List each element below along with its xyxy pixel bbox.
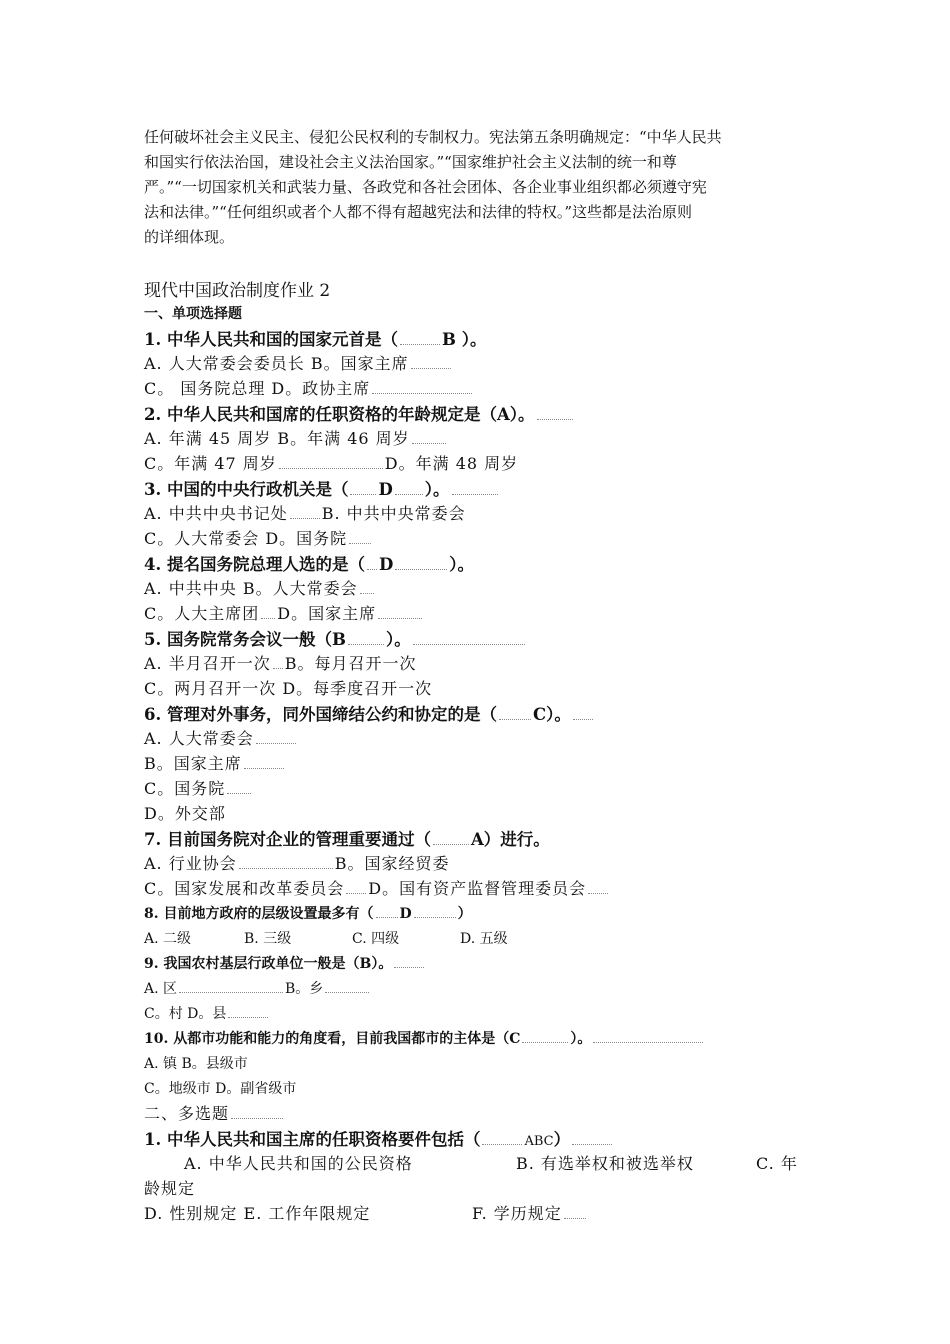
q2-options-ab: A. 年满 45 周岁 B。年满 46 周岁 xyxy=(144,426,448,449)
question-7: 7. 目前国务院对企业的管理重要通过（ A）进行。 xyxy=(144,830,550,849)
q6-option-c: C。国务院 xyxy=(144,776,253,799)
q3-options-ab: A. 中共中央书记处 B. 中共中央常委会 xyxy=(144,504,466,523)
section1-title: 一、单项选择题 xyxy=(144,306,242,322)
multi-question-1: 1. 中华人民共和国主席的任职资格要件包括（ ABC） xyxy=(144,1126,614,1150)
question-5: 5. 国务院常务会议一般（B ）。 xyxy=(144,626,527,650)
mq1-option-c-cont: 龄规定 xyxy=(144,1179,196,1198)
q5-options-ab: A. 半月召开一次 B。每月召开一次 xyxy=(144,654,417,673)
question-3: 3. 中国的中央行政机关是（ D ）。 xyxy=(144,476,500,500)
q2-options-cd: C。年满 47 周岁 D。年满 48 周岁 xyxy=(144,454,519,473)
q9-options-cd: C。村 D。县 xyxy=(144,1003,270,1023)
q4-options-ab: A. 中共中央 B。人大常委会 xyxy=(144,576,376,599)
section2-title: 二、多选题 xyxy=(144,1101,285,1124)
q1-options-cd: C。 国务院总理 D。政协主席 xyxy=(144,376,474,399)
mq1-option-f: F. 学历规定 xyxy=(472,1201,588,1224)
mq1-option-de: D. 性别规定 E. 工作年限规定 xyxy=(144,1204,371,1223)
q7-options-cd: C。国家发展和改革委员会 D。国有资产监督管理委员会 xyxy=(144,876,610,899)
q8-options: A. 二级 B. 三级 C. 四级 D. 五级 xyxy=(144,931,508,947)
question-4: 4. 提名国务院总理人选的是（ D ）。 xyxy=(144,555,475,574)
mq1-option-c: C. 年 xyxy=(756,1154,798,1173)
question-2: 2. 中华人民共和国席的任职资格的年龄规定是（A）。 xyxy=(144,401,575,425)
q10-options-ab: A. 镇 B。县级市 xyxy=(144,1056,248,1072)
q3-options-cd: C。人大常委会 D。国务院 xyxy=(144,526,373,549)
mq1-option-a: A. 中华人民共和国的公民资格 xyxy=(184,1154,413,1173)
question-8: 8. 目前地方政府的层级设置最多有（ D ） xyxy=(144,906,472,922)
question-6: 6. 管理对外事务，同外国缔结公约和协定的是（ C）。 xyxy=(144,701,595,725)
q5-options-cd: C。两月召开一次 D。每季度召开一次 xyxy=(144,679,433,698)
homework-title: 现代中国政治制度作业 2 xyxy=(144,281,331,301)
intro-line-3: 严。”“一切国家机关和武装力量、各政党和各社会团体、各企业事业组织都必须遵守宪 xyxy=(144,178,707,196)
q1-options-ab: A. 人大常委会委员长 B。国家主席 xyxy=(144,351,453,374)
intro-line-1: 任何破坏社会主义民主、侵犯公民权利的专制权力。宪法第五条明确规定：“中华人民共 xyxy=(144,128,722,146)
question-10: 10. 从都市功能和能力的角度看，目前我国都市的主体是（C ）。 xyxy=(144,1028,705,1048)
q4-options-cd: C。人大主席团 D。国家主席 xyxy=(144,601,424,624)
intro-line-5: 的详细体现。 xyxy=(144,228,235,246)
q10-options-cd: C。地级市 D。副省级市 xyxy=(144,1081,297,1097)
q6-option-b: B。国家主席 xyxy=(144,751,286,774)
q6-option-a: A. 人大常委会 xyxy=(144,726,298,749)
question-1: 1. 中华人民共和国的国家元首是（ B ）。 xyxy=(144,330,487,349)
intro-line-2: 和国实行依法治国，建设社会主义法治国家。”“国家维护社会主义法制的统一和尊 xyxy=(144,153,677,171)
mq1-option-b: B. 有选举权和被选举权 xyxy=(516,1154,694,1173)
intro-line-4: 法和法律。”“任何组织或者个人都不得有超越宪法和法律的特权。”这些都是法治原则 xyxy=(144,203,693,221)
q9-options-ab: A. 区 B。乡 xyxy=(144,978,371,998)
question-9: 9. 我国农村基层行政单位一般是（B）。 xyxy=(144,953,426,973)
q7-options-ab: A. 行业协会 B。国家经贸委 xyxy=(144,854,450,873)
q6-option-d: D。外交部 xyxy=(144,804,226,823)
